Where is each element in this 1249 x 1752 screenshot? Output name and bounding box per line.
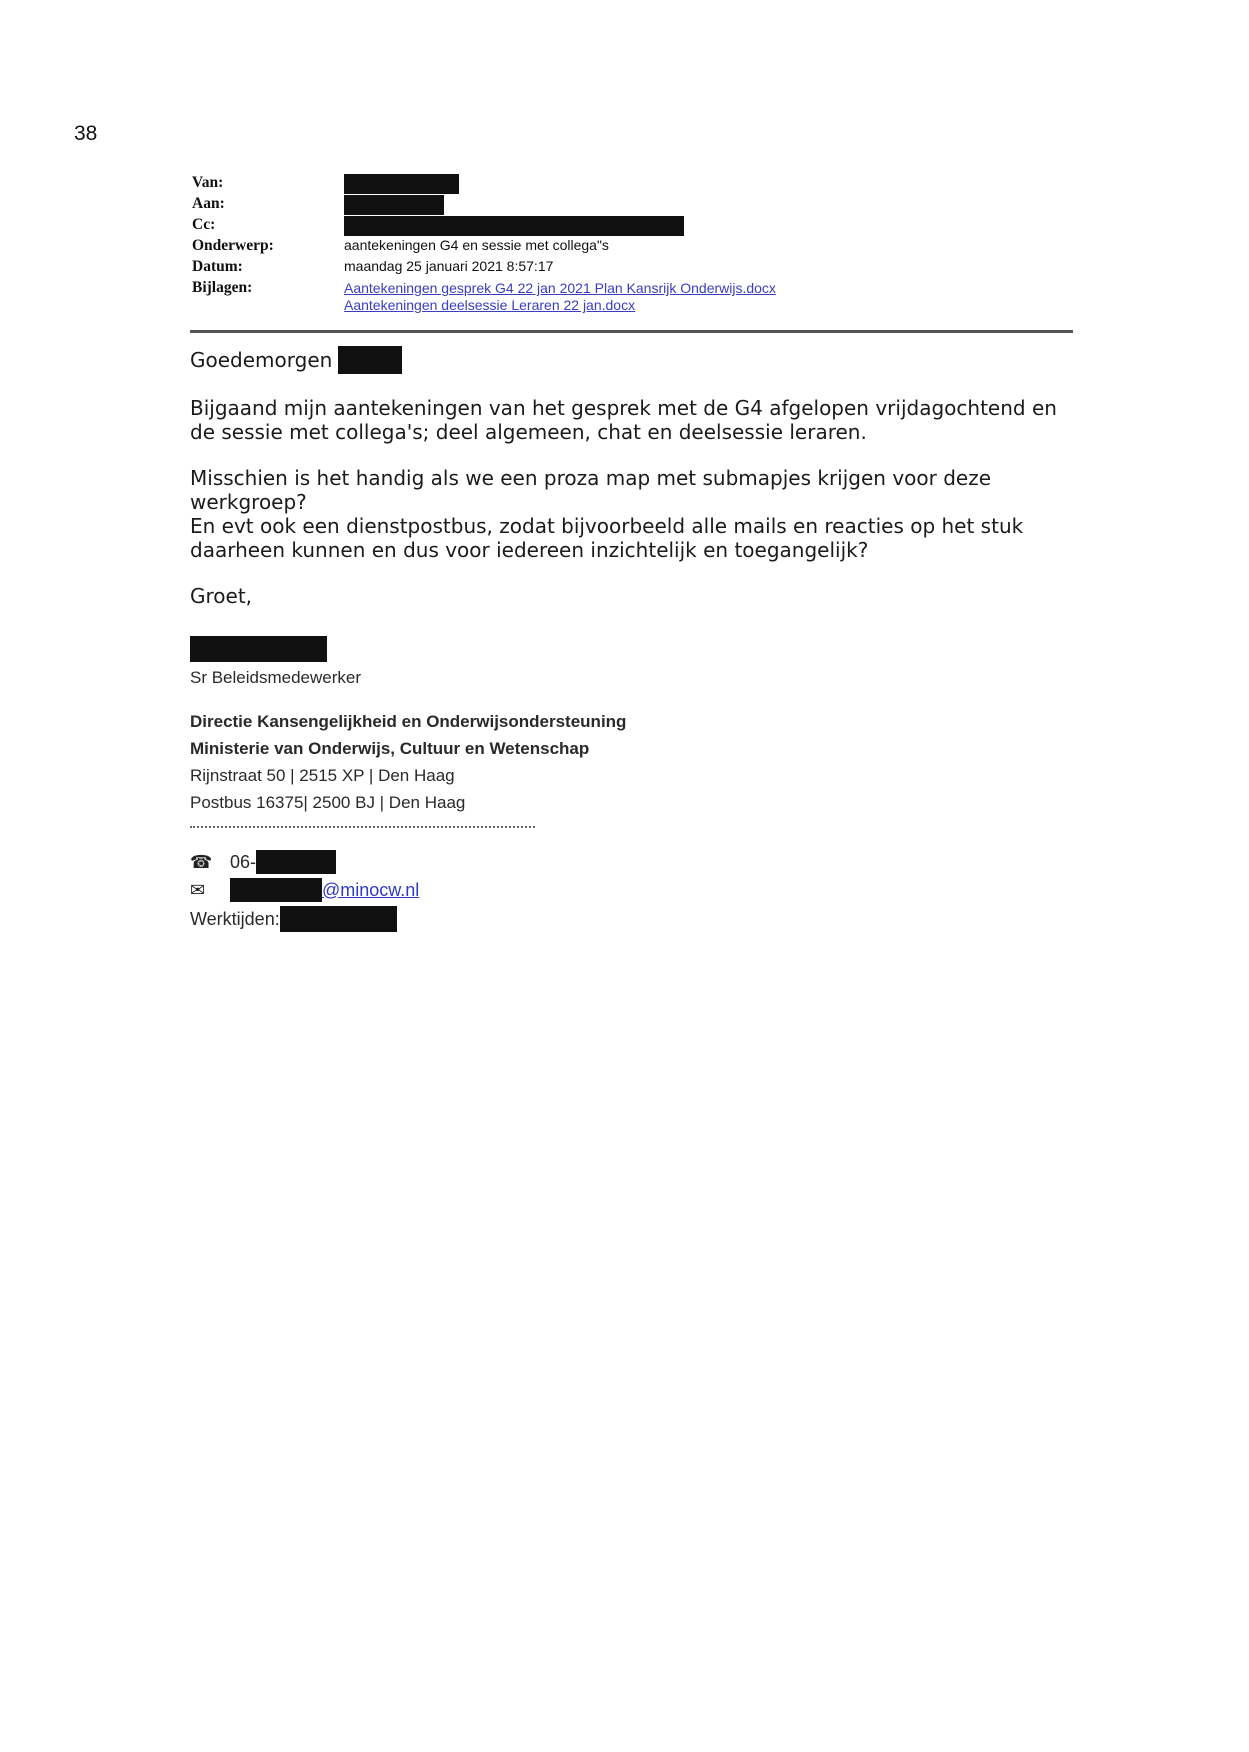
cc-redaction bbox=[344, 216, 684, 236]
signature-title: Sr Beleidsmedewerker bbox=[190, 668, 362, 687]
phone-line bbox=[190, 850, 336, 874]
aan-label: Aan: bbox=[192, 195, 225, 212]
telephone-icon: ☎ bbox=[190, 851, 213, 872]
header-row-datum bbox=[192, 258, 1072, 279]
email-user-redaction bbox=[230, 878, 322, 902]
aan-redaction bbox=[344, 195, 444, 215]
closing: Groet, bbox=[190, 584, 253, 608]
werktijden-line bbox=[190, 906, 397, 932]
datum-label: Datum: bbox=[192, 258, 243, 275]
header-row-van bbox=[192, 174, 1072, 195]
email-body bbox=[190, 346, 1070, 608]
greeting-line bbox=[190, 346, 1070, 374]
header-row-cc bbox=[192, 216, 1072, 237]
header-row-onderwerp bbox=[192, 237, 1072, 258]
header-divider bbox=[190, 330, 1073, 333]
header-row-bijlagen bbox=[192, 279, 1072, 319]
phone-redaction bbox=[256, 850, 336, 874]
datum-value: maandag 25 januari 2021 8:57:17 bbox=[344, 258, 554, 274]
greeting: Goedemorgen bbox=[190, 348, 333, 372]
van-label: Van: bbox=[192, 174, 224, 191]
cc-label: Cc: bbox=[192, 216, 216, 233]
envelope-icon: ✉ bbox=[190, 879, 206, 900]
signature-ministry: Ministerie van Onderwijs, Cultuur en Wetenschap bbox=[190, 739, 590, 758]
onderwerp-label: Onderwerp: bbox=[192, 237, 274, 254]
attachment-link-2[interactable]: Aantekeningen deelsessie Leraren 22 jan.docx bbox=[344, 297, 636, 313]
signature-dotted-divider bbox=[190, 826, 535, 828]
werktijden-label: Werktijden: bbox=[190, 908, 280, 929]
body-paragraph-3: En evt ook een dienstpostbus, zodat bijvoorbeeld alle mails en reacties op het stuk daarheen kunnen en dus voor iedereen inzichtelijk en toegangelijk? bbox=[190, 514, 1024, 562]
greeting-name-redaction bbox=[338, 346, 402, 374]
werktijden-redaction bbox=[280, 906, 397, 932]
page-number: 38 bbox=[74, 122, 98, 145]
signature bbox=[190, 636, 626, 828]
attachment-link-1[interactable]: Aantekeningen gesprek G4 22 jan 2021 Plan Kansrijk Onderwijs.docx bbox=[344, 280, 776, 296]
phone-prefix: 06- bbox=[230, 851, 257, 872]
bijlagen-label: Bijlagen: bbox=[192, 279, 253, 296]
signature-directorate: Directie Kansengelijkheid en Onderwijsondersteuning bbox=[190, 712, 627, 731]
body-paragraph-1: Bijgaand mijn aantekeningen van het gesprek met de G4 afgelopen vrijdagochtend en de sessie met collega's; deel algemeen, chat en deelsessie leraren. bbox=[190, 396, 1057, 444]
signature-address-visit: Rijnstraat 50 | 2515 XP | Den Haag bbox=[190, 766, 455, 785]
sender-name-redaction bbox=[190, 636, 327, 662]
onderwerp-value: aantekeningen G4 en sessie met collega"s bbox=[344, 237, 609, 253]
signature-address-post: Postbus 16375| 2500 BJ | Den Haag bbox=[190, 793, 466, 812]
body-paragraph-2: Misschien is het handig als we een proza map met submapjes krijgen voor deze werkgroep? bbox=[190, 466, 992, 514]
email-link[interactable]: @minocw.nl bbox=[322, 879, 420, 900]
van-redaction bbox=[344, 174, 459, 194]
email-line bbox=[190, 878, 419, 902]
header-row-aan bbox=[192, 195, 1072, 216]
email-header bbox=[192, 174, 1072, 319]
